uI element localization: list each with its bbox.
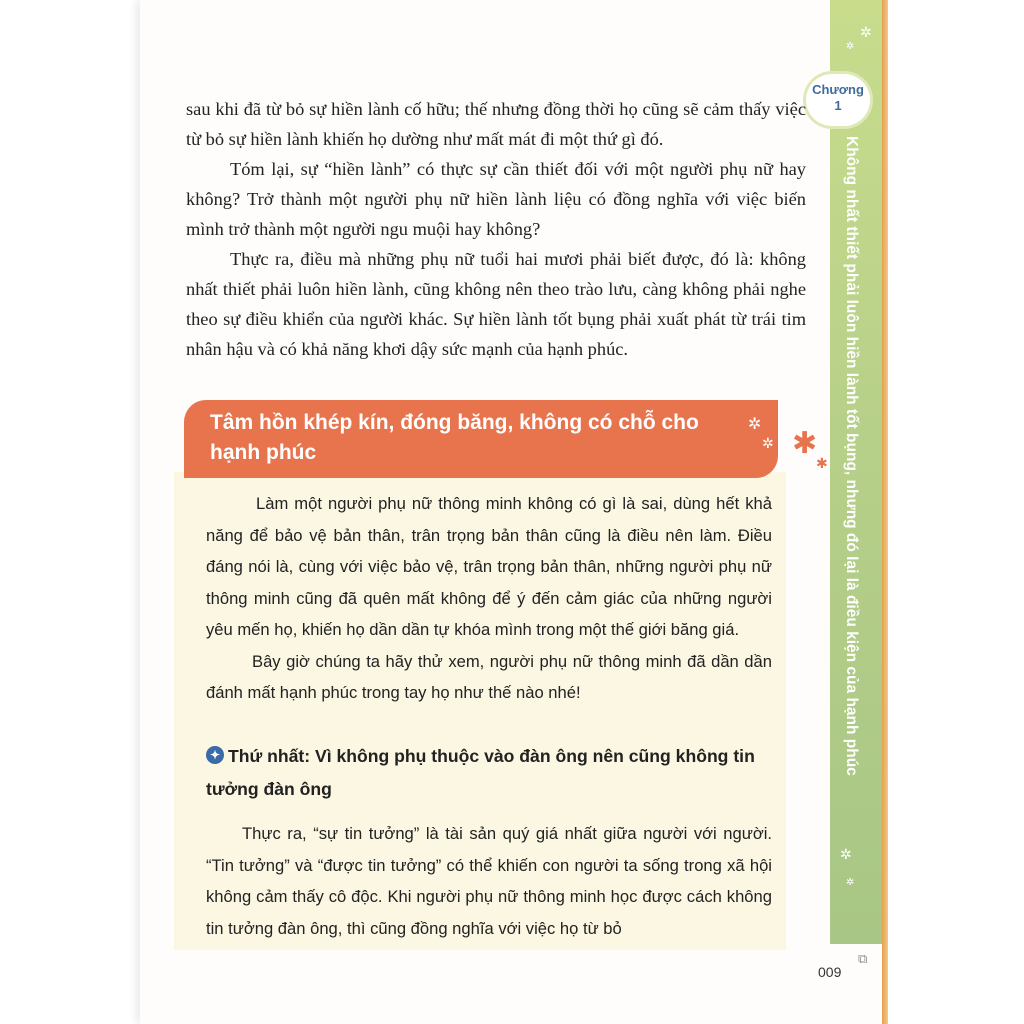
section-heading xyxy=(184,400,778,478)
flower-icon: ✲ xyxy=(840,847,852,863)
sub-heading-text: Thứ nhất: Vì không phụ thuộc vào đàn ông nên cũng không tin tưởng đàn ông xyxy=(206,746,755,799)
flower-icon: ✲ xyxy=(846,41,855,52)
flower-icon: ✲ xyxy=(748,414,762,433)
chapter-number: 1 xyxy=(834,98,842,113)
page-number: 009 xyxy=(818,964,842,980)
page-edge xyxy=(882,0,888,1024)
chapter-title: Không nhất thiết phải luôn hiền lành tốt bụng, nhưng đó lại là điều kiện của hạnh phúc xyxy=(843,136,860,776)
flower-icon: ✱ xyxy=(816,456,828,472)
page-corner-icon: ⧉ xyxy=(858,952,868,967)
chapter-label: Chương xyxy=(812,82,864,97)
paragraph: Thực ra, “sự tin tưởng” là tài sản quý giá nhất giữa người với người. “Tin tưởng” và “được tin tưởng” có thể khiến con người ta sống trong xã hội không cảm thấy cô độc. Khi người phụ nữ thông minh học được cách không tin tưởng đàn ông, thì cũng đồng nghĩa với việc họ từ bỏ xyxy=(206,824,772,938)
sub-heading xyxy=(206,740,786,806)
paragraph: Làm một người phụ nữ thông minh không có gì là sai, dùng hết khả năng để bảo vệ bản thân, trân trọng bản thân cũng là điều nên làm. Điều đáng nói là, cùng với việc bảo vệ, trân trọng bản thân, những người phụ nữ thông minh cũng đã quên mất không để ý đến cảm giác của những người yêu mến họ, khiến họ dần dần tự khóa mình trong một thế giới băng giá. xyxy=(206,494,772,639)
chapter-badge xyxy=(806,74,870,126)
paragraph: Bây giờ chúng ta hãy thử xem, người phụ nữ thông minh đã dần dần đánh mất hạnh phúc trong tay họ như thế nào nhé! xyxy=(206,651,772,702)
paragraph: Thực ra, điều mà những phụ nữ tuổi hai mươi phải biết được, đó là: không nhất thiết phải luôn hiền lành, cũng không nên theo trào lưu, càng không phải nghe theo sự điều khiển của người khác. Sự hiền lành tốt bụng phải xuất phát từ trái tim nhân hậu và có khả năng khơi dậy sức mạnh của hạnh phúc. xyxy=(186,249,806,359)
section-heading-text: Tâm hồn khép kín, đóng băng, không có chỗ cho hạnh phúc xyxy=(210,411,699,464)
flower-icon: ✲ xyxy=(860,25,872,41)
section-text xyxy=(206,488,772,709)
sub-section-text xyxy=(206,818,772,944)
flower-icon: ✲ xyxy=(846,877,855,888)
flower-icon: ✲ xyxy=(762,436,774,452)
paragraph: sau khi đã từ bỏ sự hiền lành cố hữu; thế nhưng đồng thời họ cũng sẽ cảm thấy việc từ bỏ sự hiền lành khiến họ dường như mất mát đi một thứ gì đó. xyxy=(186,99,806,149)
paragraph: Tóm lại, sự “hiền lành” có thực sự cần thiết đối với một người phụ nữ hay không? Trở thành một người phụ nữ hiền lành liệu có đồng nghĩa với việc biến mình trở thành một người ngu muội hay không? xyxy=(186,159,806,239)
star-badge-icon: ✦ xyxy=(206,746,224,764)
body-text xyxy=(186,94,806,364)
flower-icon: ✱ xyxy=(792,426,818,461)
